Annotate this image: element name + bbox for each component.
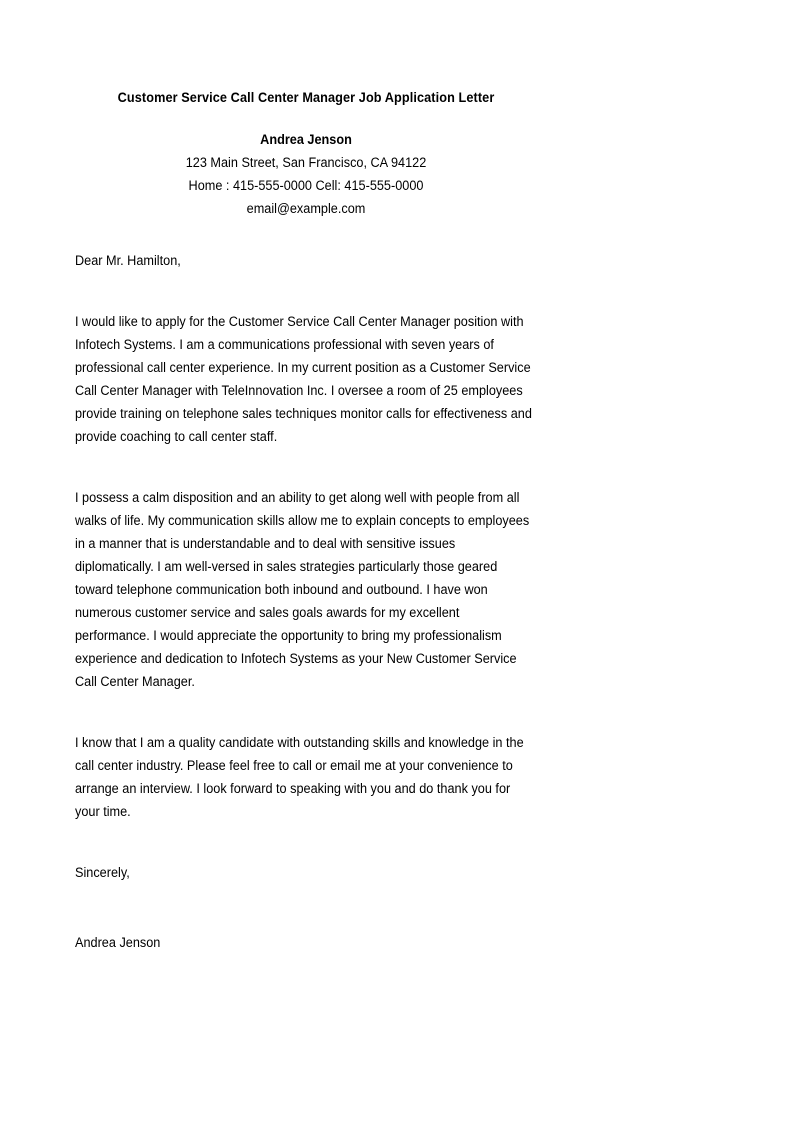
signature-name: Andrea Jenson (75, 935, 161, 950)
letter-body (75, 0, 537, 954)
closing-salutation: Sincerely, (75, 865, 130, 880)
sender-address: 123 Main Street, San Francisco, CA 94122 (185, 155, 427, 170)
sender-name: Andrea Jenson (260, 132, 352, 147)
body-paragraph-2: I possess a calm disposition and an ability to get along well with people from all walks of life. My communication skills allow me to explain concepts to employees in a manner that is understandable and to deal with sensitive issues diplomatically. I am well-versed in sales strategies particularly those geared toward telephone communication both inbound and outbound. I have won numerous customer service and sales goals awards for my excellent performance. I would appreciate the opportunity to bring my professionalism experience and dedication to Infotech Systems as your New Customer Service Call Center Manager. (75, 490, 530, 689)
sender-email: email@example.com (246, 201, 366, 216)
salutation: Dear Mr. Hamilton, (75, 253, 181, 268)
sender-phone-numbers: Home : 415-555-0000 Cell: 415-555-0000 (188, 178, 424, 193)
body-paragraph-3: I know that I am a quality candidate with outstanding skills and knowledge in the call center industry. Please feel free to call or email me at your convenience to arrange an interview. I look forward to speaking with you and do thank you for your time. (75, 735, 524, 819)
sender-contact-header (75, 106, 537, 220)
body-paragraph-1: I would like to apply for the Customer Service Call Center Manager position with Infotech Systems. I am a communications professional with seven years of professional call center experience. In my current position as a Customer Service Call Center Manager with TeleInnovation Inc. I oversee a room of 25 employees provide training on telephone sales techniques monitor calls for effectiveness and provide coaching to call center staff. (75, 314, 532, 444)
page-title: Customer Service Call Center Manager Job Application Letter (117, 90, 495, 105)
